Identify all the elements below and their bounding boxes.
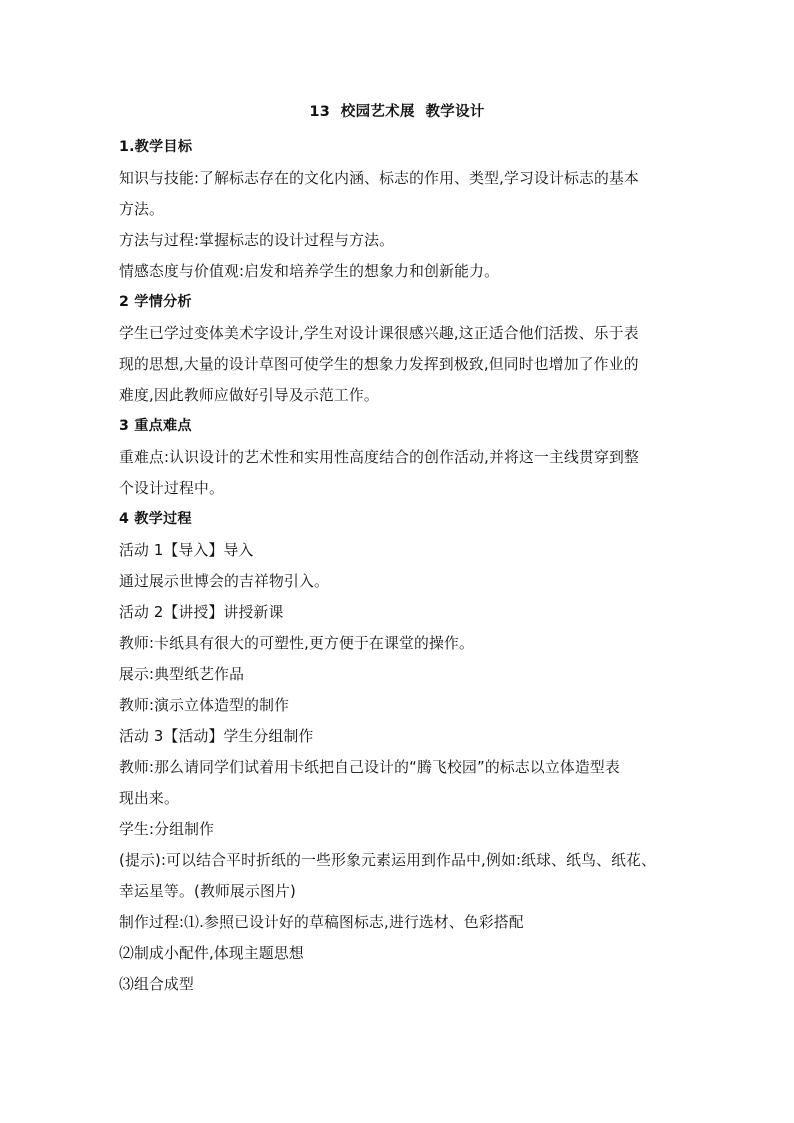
body-text-line: ⑵制成小配件,体现主题思想 (119, 945, 304, 962)
body-text-line: 学生:分组制作 (119, 821, 215, 838)
body-text-line: 情感态度与价值观:启发和培养学生的想象力和创新能力。 (119, 263, 500, 280)
body-text-line: 教师:卡纸具有很大的可塑性,更方便于在课堂的操作。 (119, 635, 475, 652)
section-heading: 4 教学过程 (119, 511, 192, 527)
body-text-line: 学生已学过变体美术字设计,学生对设计课很感兴趣,这正适合他们活拨、乐于表 (119, 325, 639, 342)
section-heading: 2 学情分析 (119, 294, 192, 310)
body-text-line: 知识与技能:了解标志存在的文化内涵、标志的作用、类型,学习设计标志的基本 (119, 170, 639, 187)
body-text-line: 教师:那么请同学们试着用卡纸把自己设计的“腾飞校园”的标志以立体造型表 (119, 759, 620, 776)
document-body (119, 132, 683, 1000)
body-text-line: 难度,因此教师应做好引导及示范工作。 (119, 387, 379, 404)
section-heading: 3 重点难点 (119, 418, 192, 434)
body-text-line: 活动 3【活动】学生分组制作 (119, 728, 314, 745)
body-text-line: 个设计过程中。 (119, 480, 224, 497)
body-text-line: 方法与过程:掌握标志的设计过程与方法。 (119, 232, 395, 249)
body-text-line: 教师:演示立体造型的制作 (119, 697, 290, 714)
body-text-line: 制作过程:⑴.参照已设计好的草稿图标志,进行选材、色彩搭配 (119, 914, 524, 931)
body-text-line: 现出来。 (119, 790, 179, 807)
document-title: 13 校园艺术展 教学设计 (309, 104, 485, 120)
body-text-line: 展示:典型纸艺作品 (119, 666, 245, 683)
body-text-line: (提示):可以结合平时折纸的一些形象元素运用到作品中,例如:纸球、纸鸟、纸花、 (119, 852, 657, 869)
body-text-line: 现的思想,大量的设计草图可使学生的想象力发挥到极致,但同时也增加了作业的 (119, 356, 639, 373)
body-text-line: 方法。 (119, 201, 164, 218)
body-text-line: 重难点:认识设计的艺术性和实用性高度结合的创作活动,并将这一主线贯穿到整 (119, 449, 639, 466)
body-text-line: ⑶组合成型 (119, 976, 194, 993)
body-text-line: 幸运星等。(教师展示图片) (119, 883, 296, 900)
body-text-line: 活动 2【讲授】讲授新课 (119, 604, 284, 621)
body-text-line: 活动 1【导入】导入 (119, 542, 254, 559)
section-heading: 1.教学目标 (119, 139, 193, 155)
body-text-line: 通过展示世博会的吉祥物引入。 (119, 573, 329, 590)
